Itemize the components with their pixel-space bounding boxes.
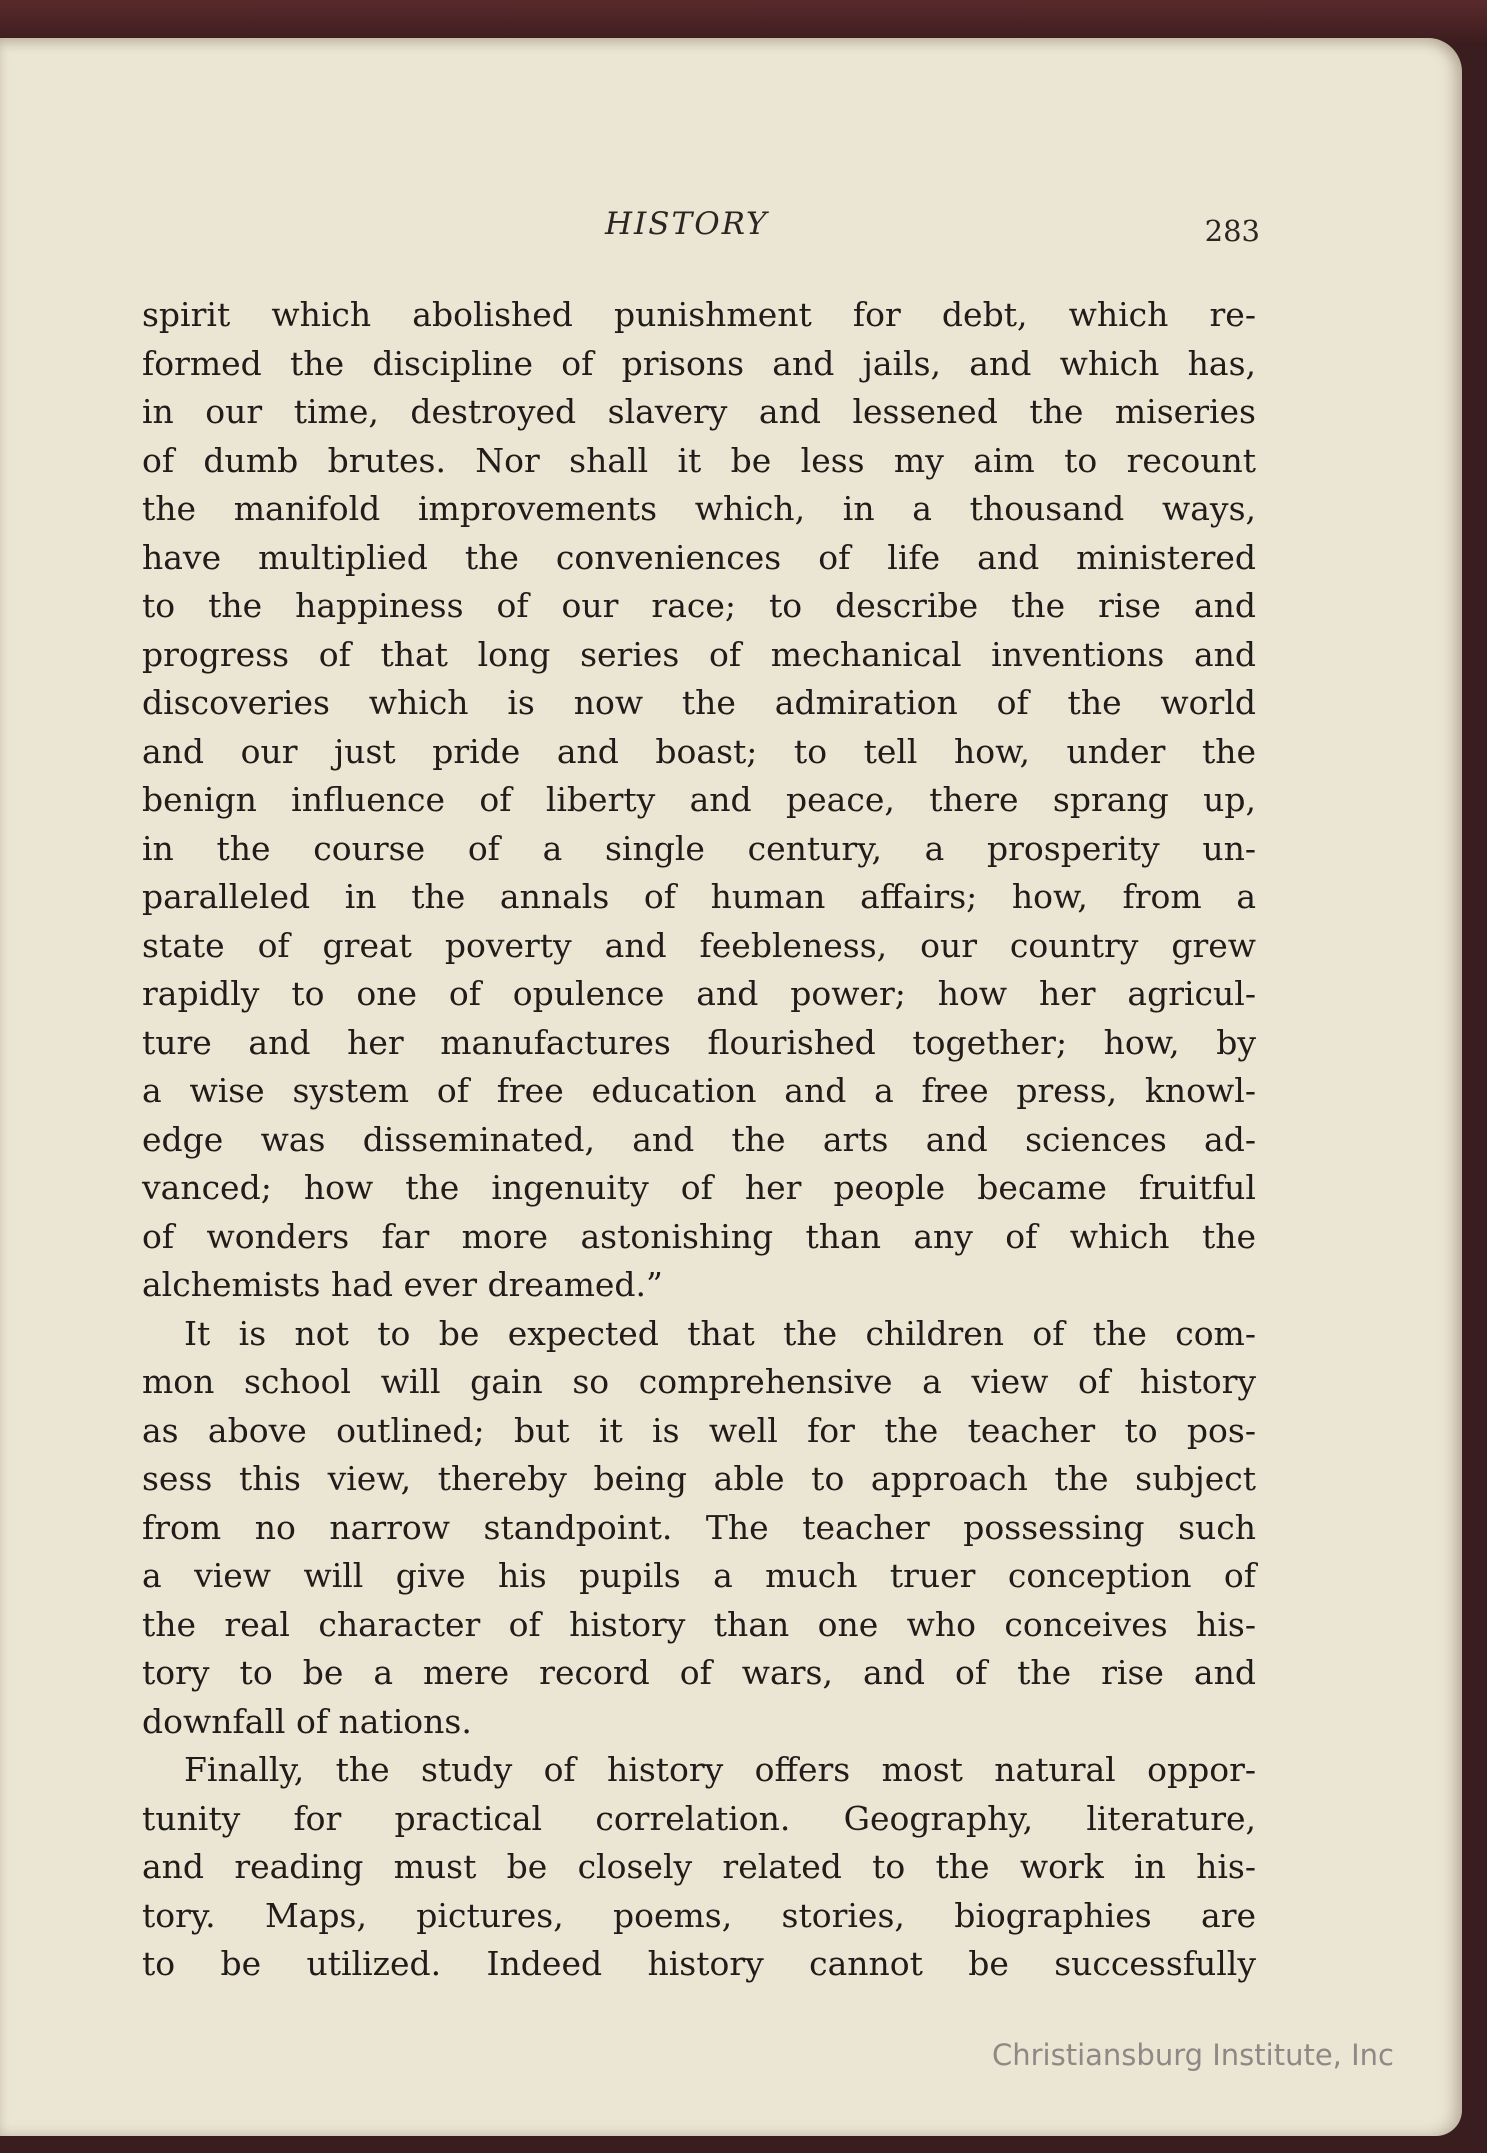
text-line: tunity for practical correlation. Geography, literature, — [142, 1798, 1256, 1838]
text-line: progress of that long series of mechanical inventions and — [142, 634, 1256, 674]
text-line: a wise system of free education and a free press, knowl- — [142, 1071, 1256, 1110]
text-line: state of great poverty and feebleness, our country grew — [142, 925, 1256, 965]
text-line: sess this view, thereby being able to approach the subject — [142, 1459, 1256, 1498]
watermark: Christiansburg Institute, Inc — [992, 2038, 1394, 2072]
text-line: formed the discipline of prisons and jails, and which has, — [142, 343, 1256, 383]
page-header — [140, 206, 1260, 256]
text-line: alchemists had ever dreamed.” — [142, 1265, 663, 1304]
text-line: tory to be a mere record of wars, and of the rise and — [142, 1653, 1256, 1692]
page-number: 283 — [1204, 214, 1260, 248]
text-line: and our just pride and boast; to tell how, under the — [142, 731, 1256, 771]
text-line: benign influence of liberty and peace, there sprang up, — [142, 780, 1256, 819]
text-line: It is not to be expected that the children of the com- — [184, 1313, 1256, 1353]
text-line: downfall of nations. — [142, 1701, 472, 1741]
text-line: the manifold improvements which, in a thousand ways, — [142, 489, 1256, 528]
text-line: in our time, destroyed slavery and lessened the miseries — [142, 392, 1256, 431]
text-line: ture and her manufactures flourished together; how, by — [142, 1022, 1256, 1062]
text-line: from no narrow standpoint. The teacher possessing such — [142, 1507, 1256, 1547]
text-line: Finally, the study of history offers most natural oppor- — [184, 1750, 1256, 1789]
text-line: to the happiness of our race; to describe the rise and — [142, 586, 1256, 625]
text-line: and reading must be closely related to the work in his- — [142, 1847, 1256, 1886]
text-line: a view will give his pupils a much truer conception of — [142, 1556, 1256, 1595]
text-line: of dumb brutes. Nor shall it be less my aim to recount — [142, 440, 1256, 480]
running-title: HISTORY — [605, 206, 769, 242]
text-line: the real character of history than one who conceives his- — [142, 1604, 1256, 1644]
text-line: to be utilized. Indeed history cannot be successfully — [142, 1944, 1256, 1983]
text-line: tory. Maps, pictures, poems, stories, biographies are — [142, 1895, 1256, 1935]
text-line: edge was disseminated, and the arts and sciences ad- — [142, 1119, 1256, 1159]
text-line: in the course of a single century, a prosperity un- — [142, 828, 1256, 868]
text-line: of wonders far more astonishing than any of which the — [142, 1216, 1256, 1256]
text-line: spirit which abolished punishment for debt, which re- — [142, 295, 1256, 334]
text-line: rapidly to one of opulence and power; how her agricul- — [142, 974, 1256, 1013]
text-line: have multiplied the conveniences of life and ministered — [142, 537, 1256, 577]
text-line: mon school will gain so comprehensive a view of history — [142, 1362, 1256, 1401]
text-line: as above outlined; but it is well for the teacher to pos- — [142, 1410, 1256, 1450]
text-line: paralleled in the annals of human affairs; how, from a — [142, 877, 1256, 916]
page-body-text — [142, 291, 1256, 1989]
text-line: vanced; how the ingenuity of her people became fruitful — [142, 1168, 1256, 1207]
text-line: discoveries which is now the admiration of the world — [142, 683, 1256, 722]
book-page — [0, 38, 1462, 2136]
